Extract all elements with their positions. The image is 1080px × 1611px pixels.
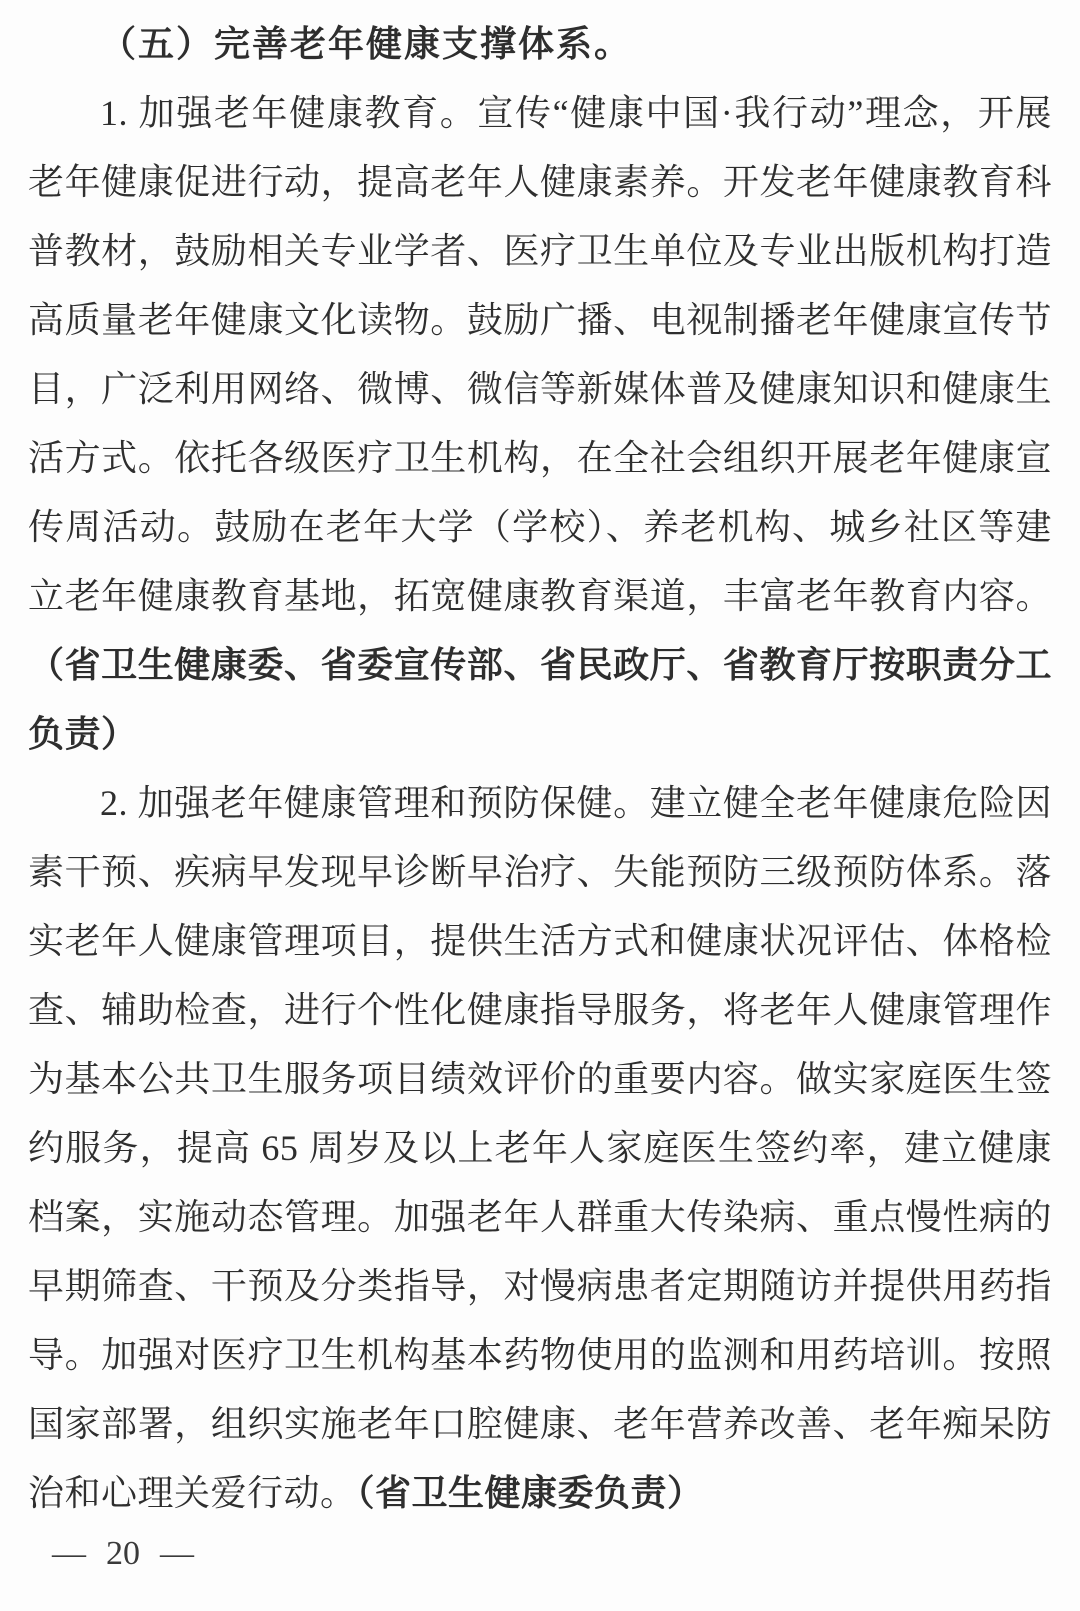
footer-dash-right: — xyxy=(160,1535,194,1572)
paragraph-1-responsible-departments: （省卫生健康委、省委宣传部、省民政厅、省教育厅按职责分工负责） xyxy=(28,645,1052,754)
section-heading: （五）完善老年健康支撑体系。 xyxy=(100,24,633,64)
footer-dash-left: — xyxy=(52,1535,86,1572)
page-number: 20 xyxy=(106,1535,140,1572)
paragraph-2-body-text: 2. 加强老年健康管理和预防保健。建立健全老年健康危险因素干预、疾病早发现早诊断早治疗、失能预防三级预防体系。落实老年人健康管理项目，提供生活方式和健康状况评估、体格检查、辅助检查，进行个性化健康指导服务，将老年人健康管理作为基本公共卫生服务项目绩效评价的重要内容。做实家庭医生签约服务，提高 65 周岁及以上老年人家庭医生签约率，建立健康档案，实施动态管理。加强老年人群重大传染病、重点慢性病的早期筛查、干预及分类指导，对慢病患者定期随访并提供用药指导。加强对医疗卫生机构基本药物使用的监测和用药培训。按照国家部署，组织实施老年口腔健康、老年营养改善、老年痴呆防治和心理关爱行动。 xyxy=(28,783,1052,1513)
paragraph-2 xyxy=(28,769,1052,1528)
paragraph-1-body-text: 1. 加强老年健康教育。宣传“健康中国·我行动”理念，开展老年健康促进行动，提高老年人健康素养。开发老年健康教育科普教材，鼓励相关专业学者、医疗卫生单位及专业出版机构打造高质量老年健康文化读物。鼓励广播、电视制播老年健康宣传节目，广泛利用网络、微博、微信等新媒体普及健康知识和健康生活方式。依托各级医疗卫生机构，在全社会组织开展老年健康宣传周活动。鼓励在老年大学（学校）、养老机构、城乡社区等建立老年健康教育基地，拓宽健康教育渠道，丰富老年教育内容。 xyxy=(28,93,1052,616)
page-footer xyxy=(52,1532,194,1576)
paragraph-1 xyxy=(28,79,1052,769)
paragraph-2-responsible-departments: （省卫生健康委负责） xyxy=(356,1473,704,1513)
